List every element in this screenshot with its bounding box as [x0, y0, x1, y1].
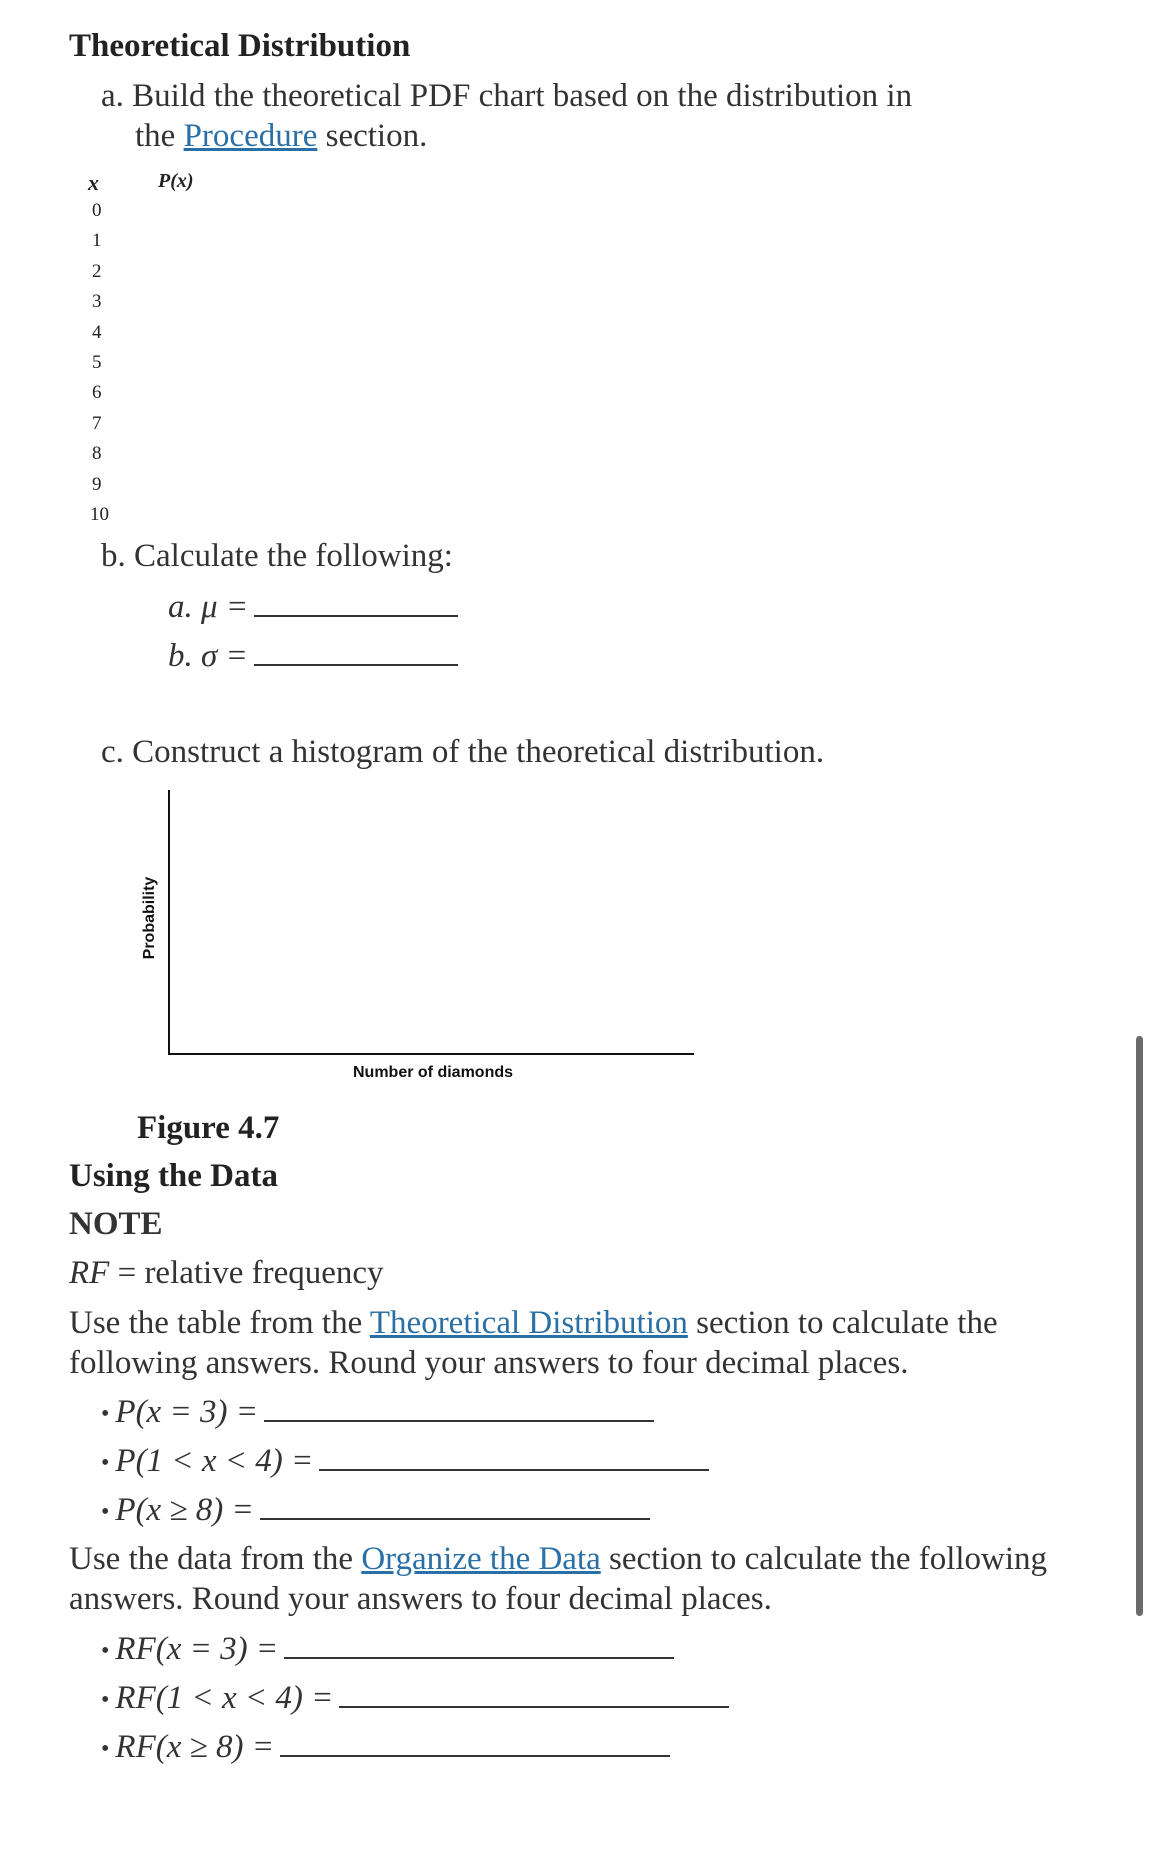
para1-pre: Use the table from the — [69, 1305, 370, 1341]
table-row: 5 — [92, 352, 102, 373]
answer-blank[interactable] — [284, 1655, 674, 1659]
table-row: 0 — [92, 200, 102, 221]
rf-definition-text: = relative frequency — [109, 1255, 384, 1291]
bullet-icon: • — [101, 1637, 110, 1664]
table-row: 2 — [92, 260, 102, 282]
organize-the-data-link[interactable]: Organize the Data — [361, 1541, 601, 1577]
part-c-title: c. Construct a histogram of the theoretical distribution. — [101, 734, 825, 770]
table-header-x: x — [88, 170, 99, 195]
para1-line1 — [69, 1305, 998, 1342]
para1-line2: following answers. Round your answers to four decimal places. — [69, 1345, 909, 1381]
para1-post: section to calculate the — [687, 1305, 998, 1341]
sigma-label: b. σ = — [168, 638, 248, 674]
answer-blank[interactable] — [319, 1467, 709, 1471]
question-label: P(1 < x < 4) = — [115, 1443, 314, 1479]
table-header-px: P(x) — [158, 170, 194, 192]
table-row: 1 — [92, 230, 102, 252]
list-item — [101, 1680, 729, 1717]
section-title: Theoretical Distribution — [69, 28, 411, 64]
note-title: NOTE — [69, 1206, 163, 1242]
answer-blank[interactable] — [264, 1418, 654, 1422]
answer-blank[interactable] — [260, 1516, 650, 1520]
histogram-x-axis — [168, 1053, 694, 1055]
sigma-answer-blank[interactable] — [254, 662, 458, 666]
bullet-icon: • — [101, 1498, 110, 1525]
procedure-link[interactable]: Procedure — [183, 118, 318, 154]
list-item — [101, 1631, 674, 1668]
para2-pre: Use the data from the — [69, 1541, 362, 1577]
bullet-icon: • — [101, 1735, 110, 1762]
mu-row — [168, 589, 458, 626]
part-b-title: b. Calculate the following: — [101, 538, 453, 574]
table-row: 6 — [92, 382, 102, 404]
using-data-title: Using the Data — [69, 1158, 279, 1194]
mu-label: a. μ = — [168, 589, 249, 625]
rf-definition — [69, 1255, 384, 1292]
part-a-line2-pre: the — [135, 118, 184, 154]
answer-blank[interactable] — [339, 1704, 729, 1708]
part-a-line1: a. Build the theoretical PDF chart based on the distribution in — [101, 78, 913, 114]
theoretical-distribution-link[interactable]: Theoretical Distribution — [369, 1305, 688, 1341]
table-row: 4 — [92, 321, 102, 343]
question-label: RF(1 < x < 4) = — [115, 1680, 334, 1716]
list-item — [101, 1492, 650, 1529]
list-item — [101, 1729, 670, 1766]
sigma-row — [168, 638, 458, 675]
table-row: 10 — [90, 504, 109, 525]
mu-answer-blank[interactable] — [254, 613, 458, 617]
histogram-y-label: Probability — [141, 876, 158, 960]
question-label: P(x ≥ 8) = — [115, 1492, 254, 1528]
figure-caption: Figure 4.7 — [137, 1110, 280, 1146]
bullet-icon: • — [101, 1400, 110, 1427]
question-label: RF(x ≥ 8) = — [115, 1729, 274, 1765]
part-a-line2 — [135, 118, 427, 155]
para2-line1 — [69, 1541, 1047, 1578]
list-item — [101, 1443, 709, 1480]
histogram-y-axis — [168, 790, 170, 1055]
rf-definition-abbr: RF — [69, 1255, 110, 1291]
para2-post: section to calculate the following — [600, 1541, 1048, 1577]
list-item — [101, 1394, 654, 1431]
table-row: 3 — [92, 291, 102, 313]
table-row: 9 — [92, 473, 102, 495]
bullet-icon: • — [101, 1686, 110, 1713]
question-label: P(x = 3) = — [115, 1394, 258, 1430]
table-row: 8 — [92, 443, 102, 465]
table-row: 7 — [92, 412, 102, 434]
answer-blank[interactable] — [280, 1753, 670, 1757]
question-label: RF(x = 3) = — [115, 1631, 279, 1667]
part-a-line2-post: section. — [317, 118, 428, 154]
vertical-scrollbar[interactable] — [1136, 1036, 1143, 1616]
bullet-icon: • — [101, 1449, 110, 1476]
para2-line2: answers. Round your answers to four decimal places. — [69, 1581, 772, 1617]
histogram-x-label: Number of diamonds — [353, 1064, 514, 1081]
